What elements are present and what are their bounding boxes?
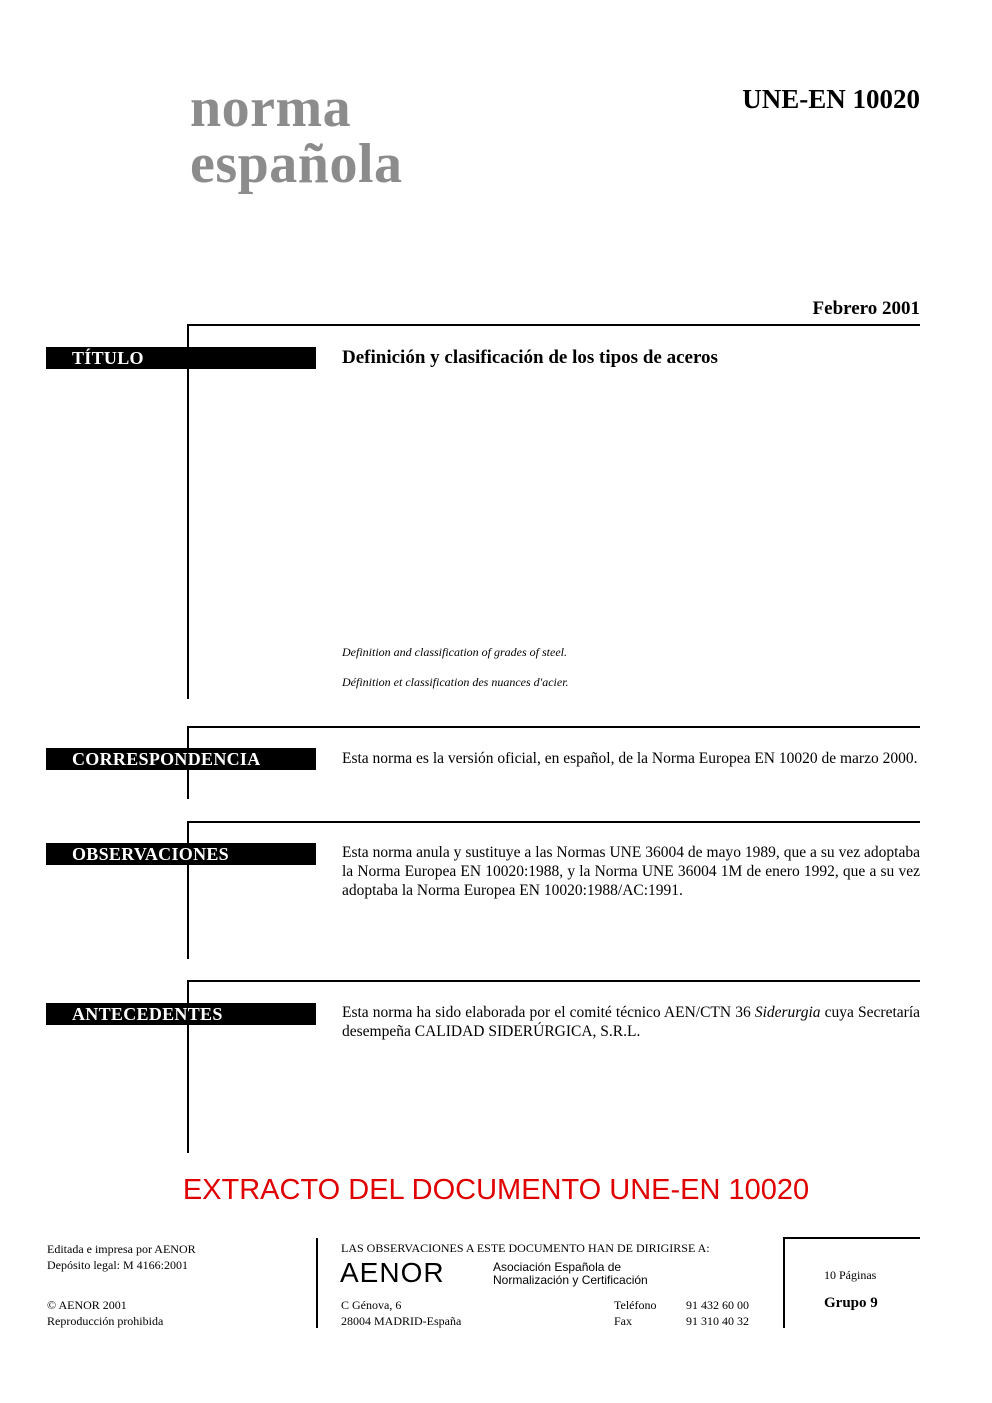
footer-contact-labels <box>614 1297 656 1329</box>
phone-label: Teléfono <box>614 1298 657 1312</box>
address-line-1: C Génova, 6 <box>341 1298 402 1312</box>
section-divider <box>188 324 920 326</box>
antecedentes-committee-name: Siderurgia <box>754 1004 821 1021</box>
antecedentes-text-start: Esta norma ha sido elaborada por el comité técnico AEN/CTN 36 <box>342 1004 755 1021</box>
publication-date: Febrero 2001 <box>812 298 920 319</box>
observaciones-text: Esta norma anula y sustituye a las Normas UNE 36004 de mayo 1989, que a su vez adoptaba la Norma Europea EN 10020:1988, y la Norma UNE 36004 1M de enero 1992, que a su vez adoptaba la Norma Europea EN 10020:1988/AC:1991. <box>342 844 920 899</box>
antecedentes-text <box>342 1003 920 1041</box>
section-vertical-rule <box>187 821 189 959</box>
footer-box-left <box>783 1237 785 1328</box>
brand-title <box>190 77 403 195</box>
price-group: Grupo 9 <box>824 1295 878 1311</box>
document-code: UNE-EN 10020 <box>742 84 920 114</box>
label-titulo: TÍTULO <box>46 347 316 369</box>
correspondencia-text: Esta norma es la versión oficial, en español, de la Norma Europea EN 10020 de marzo 2000. <box>342 750 918 767</box>
footer-reproduction: Reproducción prohibida <box>47 1314 164 1328</box>
title-translation-en: Definition and classification of grades of steel. <box>342 645 567 659</box>
section-divider <box>188 821 920 823</box>
footer-edition-info <box>47 1241 196 1273</box>
fax-number: 91 310 40 32 <box>686 1314 749 1328</box>
section-divider <box>188 980 920 982</box>
phone-number: 91 432 60 00 <box>686 1298 749 1312</box>
footer-contact-values <box>686 1297 749 1329</box>
extract-notice: EXTRACTO DEL DOCUMENTO UNE-EN 10020 <box>182 1174 810 1206</box>
footer-copyright-info <box>47 1297 163 1329</box>
section-vertical-rule <box>187 324 189 699</box>
aenor-name-line-1: Asociación Española de <box>493 1260 622 1274</box>
footer-box-top <box>784 1237 920 1239</box>
label-antecedentes: ANTECEDENTES <box>46 1003 316 1025</box>
aenor-logo: AENOR <box>340 1257 445 1288</box>
document-title: Definición y clasificación de los tipos de aceros <box>342 347 718 368</box>
footer-observations-heading: LAS OBSERVACIONES A ESTE DOCUMENTO HAN DE DIRIGIRSE A: <box>341 1241 710 1255</box>
title-translation-fr: Définition et classification des nuances d'acier. <box>342 675 569 689</box>
brand-line-1: norma <box>190 77 352 139</box>
aenor-name-line-2: Normalización y Certificación <box>493 1273 648 1287</box>
label-correspondencia: CORRESPONDENCIA <box>46 748 316 770</box>
antecedentes-text-end: cuya Secretaría desempeña CALIDAD SIDERÚRGICA, S.R.L. <box>342 1004 921 1040</box>
address-line-2: 28004 MADRID-España <box>341 1314 462 1328</box>
page-count: 10 Páginas <box>824 1268 877 1282</box>
aenor-full-name <box>493 1261 648 1287</box>
fax-label: Fax <box>614 1314 632 1328</box>
footer-copyright: © AENOR 2001 <box>47 1298 127 1312</box>
footer-divider-left <box>316 1238 318 1328</box>
footer-deposit: Depósito legal: M 4166:2001 <box>47 1258 188 1272</box>
footer-edited: Editada e impresa por AENOR <box>47 1242 196 1256</box>
footer-address <box>341 1297 461 1329</box>
brand-line-2: española <box>190 133 403 195</box>
section-divider <box>188 726 920 728</box>
label-observaciones: OBSERVACIONES <box>46 843 316 865</box>
